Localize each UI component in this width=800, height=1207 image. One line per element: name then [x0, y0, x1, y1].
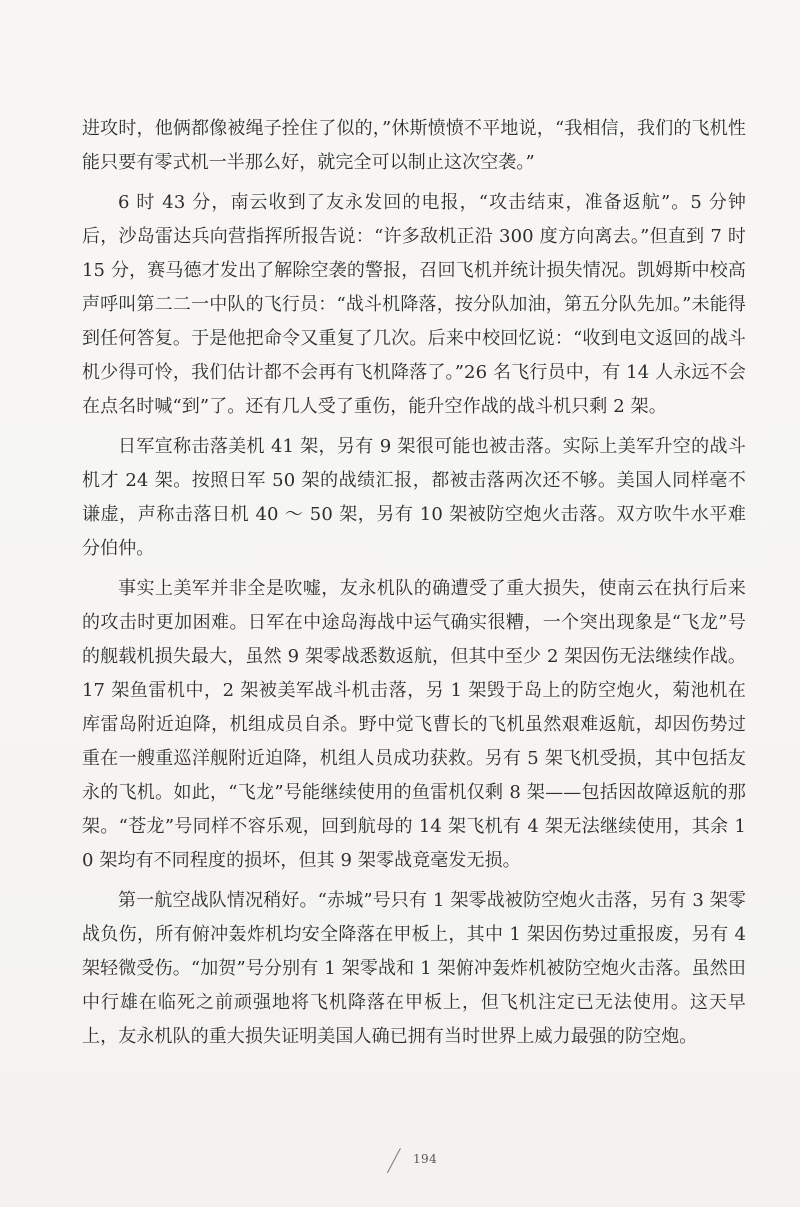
paragraph: 事实上美军并非全是吹嘘，友永机队的确遭受了重大损失，使南云在执行后来的攻击时更加困难。日军在中途岛海战中运气确实很糟，一个突出现象是“飞龙”号的舰载机损失最大，虽然 9 架零战悉数返航，但其中至少 2 架因伤无法继续作战。17 架鱼雷机中，2 架被美军战斗机击落，另 1 架毁于岛上的防空炮火，菊池机在库雷岛附近迫降，机组成员自杀。野中觉飞曹长的飞机虽然艰难返航，却因伤势过重在一艘重巡洋舰附近迫降，机组人员成功获救。另有 5 架飞机受损，其中包括友永的飞机。如此，“飞龙”号能继续使用的鱼雷机仅剩 8 架——包括因故障返航的那架。“苍龙”号同样不容乐观，回到航母的 14 架飞机有 4 架无法继续使用，其余 10 架均有不同程度的损坏，但其 9 架零战竟毫发无损。: [82, 578, 746, 871]
paragraph: 6 时 43 分，南云收到了友永发回的电报，“攻击结束，准备返航”。5 分钟后，沙岛雷达兵向营指挥所报告说：“许多敌机正沿 300 度方向离去。”但直到 7 时 15 分，赛马德才发出了解除空袭的警报，召回飞机并统计损失情况。凯姆斯中校高声呼叫第二二一中队的飞行员：“战斗机降落，按分队加油，第五分队先加。”未能得到任何答复。于是他把命令又重复了几次。后来中校回忆说：“收到电文返回的战斗机少得可怜，我们估计都不会再有飞机降落了。”26 名飞行员中，有 14 人永远不会在点名时喊“到”了。还有几人受了重伤，能升空作战的战斗机只剩 2 架。: [82, 192, 746, 417]
paragraph: 日军宣称击落美机 41 架，另有 9 架很可能也被击落。实际上美军升空的战斗机才 24 架。按照日军 50 架的战绩汇报，都被击落两次还不够。美国人同样毫不谦虚，声称击落日机 40 ～ 50 架，另有 10 架被防空炮火击落。双方吹牛水平难分伯仲。: [82, 436, 746, 559]
page-number: [397, 1142, 477, 1174]
paragraph: 第一航空战队情况稍好。“赤城”号只有 1 架零战被防空炮火击落，另有 3 架零战负伤，所有俯冲轰炸机均安全降落在甲板上，其中 1 架因伤势过重报废，另有 4 架轻微受伤。“加贺”号分别有 1 架零战和 1 架俯冲轰炸机被防空炮火击落。虽然田中行雄在临死之前顽强地将飞机降落在甲板上，但飞机注定已无法使用。这天早上，友永机队的重大损失证明美国人确已拥有当时世界上威力最强的防空炮。: [82, 890, 746, 1047]
page-number-text: 194: [413, 1152, 438, 1166]
paragraph: 进攻时，他俩都像被绳子拴住了似的，”休斯愤愤不平地说，“我相信，我们的飞机性能只要有零式机一半那么好，就完全可以制止这次空袭。”: [82, 118, 746, 173]
page-number-slash: [387, 1148, 401, 1173]
page-body-text: [82, 112, 746, 1060]
